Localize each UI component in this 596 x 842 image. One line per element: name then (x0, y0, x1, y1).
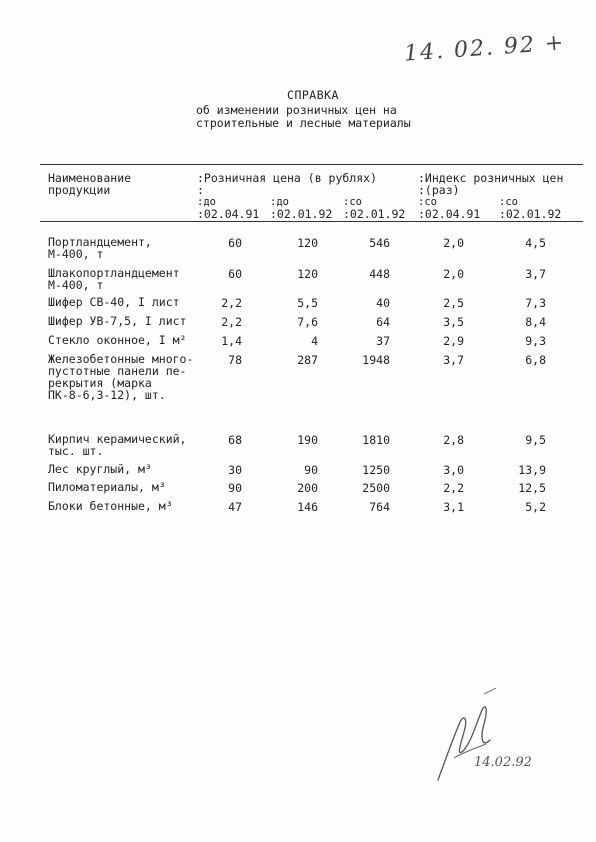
row-10-value-1: 47 (228, 500, 242, 514)
row-7-value-4: 2,8 (443, 433, 464, 447)
row-6-name (48, 353, 193, 401)
row-4-value-3: 64 (376, 315, 390, 329)
row-4-name (48, 315, 186, 327)
row-3-value-5: 7,3 (525, 296, 546, 310)
row-2-name (48, 267, 180, 291)
row-8-value-4: 3,0 (443, 463, 464, 477)
row-3-name-line-1: Шифер СВ-40, I лист (48, 295, 180, 309)
row-8-name-line-1: Лес круглый, м³ (48, 462, 152, 476)
row-4-value-4: 3,5 (443, 315, 464, 329)
sub-col-2-prefix: :до (270, 196, 289, 208)
row-6-value-5: 6,8 (525, 353, 546, 367)
row-5-value-1: 1,4 (221, 334, 242, 348)
signature-date: 14.02.92 (474, 755, 532, 770)
document-title: СПРАВКА (287, 88, 339, 102)
row-5-value-4: 2,9 (443, 334, 464, 348)
row-10-value-4: 3,1 (443, 500, 464, 514)
header-price-group (197, 172, 377, 196)
row-3-value-3: 40 (376, 296, 390, 310)
header-index-unit: :(раз) (418, 183, 460, 197)
row-10-name (48, 500, 173, 512)
document-subtitle (196, 104, 411, 130)
sub-col-5-date: :02.01.92 (499, 207, 562, 221)
row-6-name-line-1: Железобетонные много- (48, 352, 194, 366)
row-6-name-line-3: рекрытия (марка (48, 376, 152, 390)
row-2-name-line-2: М-400, т (48, 278, 104, 292)
sub-col-4-date: :02.04.91 (418, 207, 481, 221)
row-6-value-1: 78 (228, 353, 242, 367)
header-price-colon: : (197, 183, 204, 197)
row-5-value-3: 37 (376, 334, 390, 348)
row-6-name-line-4: ПК-8-6,3-12), шт. (48, 388, 166, 402)
row-2-name-line-1: Шлакопортландцемент (48, 266, 180, 280)
row-3-value-4: 2,5 (443, 296, 464, 310)
row-4-value-2: 7,6 (297, 315, 318, 329)
row-1-value-3: 546 (369, 236, 390, 250)
row-7-name (48, 433, 186, 457)
handwritten-date-note: 14. 02. 92 + (403, 30, 567, 67)
row-6-value-2: 287 (297, 353, 318, 367)
header-sub-col-4 (418, 197, 480, 220)
row-9-value-4: 2,2 (443, 481, 464, 495)
row-9-value-1: 90 (228, 481, 242, 495)
row-10-name-line-1: Блоки бетонные, м³ (48, 499, 173, 513)
row-7-name-line-1: Кирпич керамический, (48, 432, 187, 446)
row-1-value-1: 60 (228, 236, 242, 250)
row-8-value-3: 1250 (362, 463, 390, 477)
header-sub-col-1 (197, 197, 259, 220)
table-header-rule (40, 221, 583, 222)
row-5-value-5: 9,3 (525, 334, 546, 348)
row-1-value-2: 120 (297, 236, 318, 250)
row-2-value-4: 2,0 (443, 267, 464, 281)
row-3-name (48, 296, 180, 308)
row-7-value-1: 68 (228, 433, 242, 447)
row-7-value-2: 190 (297, 433, 318, 447)
row-9-name-line-1: Пиломатериалы, м³ (48, 480, 166, 494)
row-8-value-1: 30 (228, 463, 242, 477)
row-5-value-2: 4 (311, 334, 318, 348)
row-6-value-3: 1948 (362, 353, 390, 367)
row-1-name-line-1: Портландцемент, (48, 235, 152, 249)
row-5-name-line-1: Стекло оконное, I м² (48, 333, 187, 347)
row-6-name-line-2: пустотные панели пе- (48, 364, 187, 378)
subtitle-line-2: строительные и лесные материалы (196, 116, 411, 130)
row-1-value-5: 4,5 (525, 236, 546, 250)
row-2-value-5: 3,7 (525, 267, 546, 281)
row-10-value-5: 5,2 (525, 500, 546, 514)
row-8-name (48, 463, 152, 475)
row-9-value-5: 12,5 (518, 481, 546, 495)
row-5-name (48, 334, 186, 346)
row-3-value-1: 2,2 (221, 296, 242, 310)
subtitle-line-1: об изменении розничных цен на (196, 103, 397, 117)
row-9-value-2: 200 (297, 481, 318, 495)
row-2-value-3: 448 (369, 267, 390, 281)
row-7-value-3: 1810 (362, 433, 390, 447)
row-6-value-4: 3,7 (443, 353, 464, 367)
row-2-value-1: 60 (228, 267, 242, 281)
row-10-value-3: 764 (369, 500, 390, 514)
row-9-name (48, 481, 166, 493)
row-8-value-2: 90 (304, 463, 318, 477)
sub-col-1-prefix: :до (197, 196, 216, 208)
header-sub-col-2 (270, 197, 332, 220)
row-4-value-5: 8,4 (525, 315, 546, 329)
table-top-rule (40, 164, 583, 165)
row-7-value-5: 9,5 (525, 433, 546, 447)
row-3-value-2: 5,5 (297, 296, 318, 310)
sub-col-4-prefix: :со (418, 196, 437, 208)
header-index-group (418, 172, 563, 196)
row-8-value-5: 13,9 (518, 463, 546, 477)
row-4-name-line-1: Шифер УВ-7,5, I лист (48, 314, 187, 328)
row-1-name (48, 236, 152, 260)
row-9-value-3: 2500 (362, 481, 390, 495)
header-name-line-1: Наименование (48, 171, 132, 185)
row-1-name-line-2: М-400, т (48, 247, 104, 261)
handwritten-signature (424, 688, 544, 788)
header-sub-col-3 (343, 197, 405, 220)
row-2-value-2: 120 (297, 267, 318, 281)
row-1-value-4: 2,0 (443, 236, 464, 250)
sub-col-3-prefix: :со (343, 196, 362, 208)
sub-col-5-prefix: :со (499, 196, 518, 208)
row-7-name-line-2: тыс. шт. (48, 444, 104, 458)
sub-col-1-date: :02.04.91 (197, 207, 260, 221)
row-4-value-1: 2,2 (221, 315, 242, 329)
sub-col-2-date: :02.01.92 (270, 207, 333, 221)
header-index-label: :Индекс розничных цен (418, 171, 564, 185)
sub-col-3-date: :02.01.92 (343, 207, 406, 221)
header-name-line-2: продукции (48, 183, 111, 197)
row-10-value-2: 146 (297, 500, 318, 514)
header-sub-col-5 (499, 197, 561, 220)
header-price-label: :Розничная цена (в рублях) (197, 171, 378, 185)
header-name-column (48, 172, 131, 196)
